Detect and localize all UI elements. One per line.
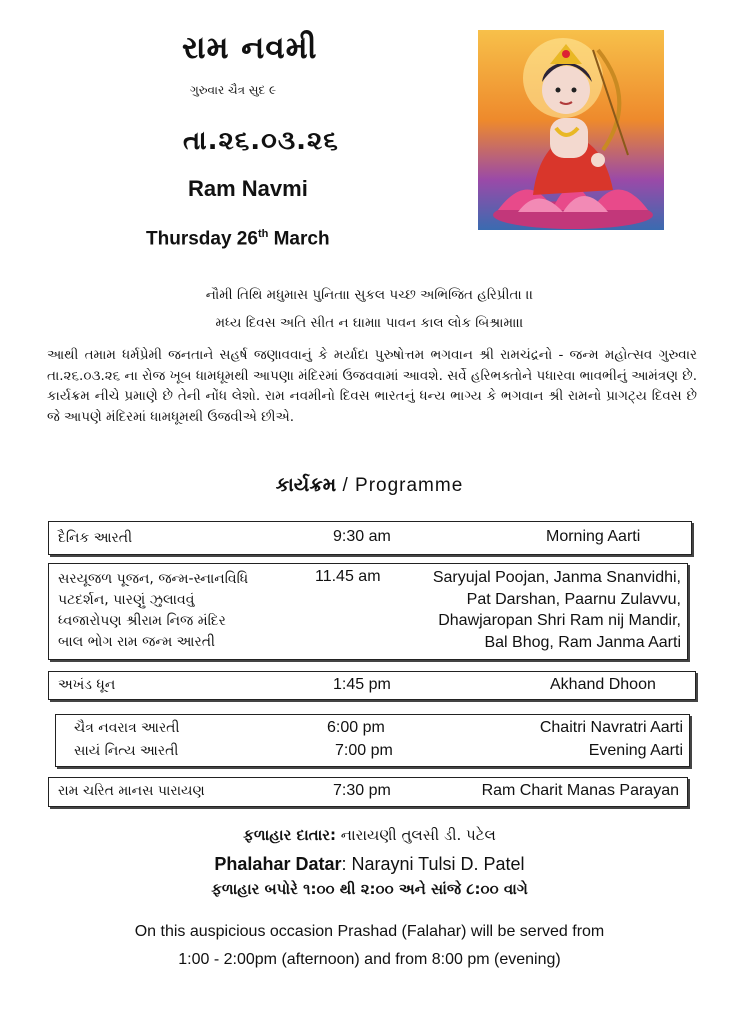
programme-item-time: 7:00 pm [335, 742, 393, 759]
phalahar-datar-gujarati [0, 826, 739, 844]
verse-line-2: મધ્ય દિવસ અતિ સીત ન ઘામા। પાવન કાલ લોક બિશ્રામા।। [215, 315, 524, 331]
programme-item-time: 6:00 pm [327, 719, 385, 736]
programme-heading-gujarati: કાર્યક્રમ [275, 474, 337, 496]
programme-item-gujarati-line: પટદર્શન, પારણું ઝુલાવવું [58, 592, 195, 608]
programme-heading [0, 474, 739, 497]
programme-item-gujarati-line: સરયૂજળ પૂજન, જન્મ-સ્નાનવિધિ [58, 571, 249, 587]
programme-item-english-line: Dhawjaropan Shri Ram nij Mandir, [438, 612, 681, 629]
programme-item-time: 11.45 am [315, 568, 381, 585]
programme-item-gujarati-line: ધ્વજારોપણ શ્રીરામ નિજ મંદિર [58, 613, 226, 629]
phalahar-datar-english-name: : Narayni Tulsi D. Patel [341, 854, 525, 874]
programme-box-morning-aarti [48, 521, 692, 555]
programme-item-english-line: Saryujal Poojan, Janma Snanvidhi, [432, 569, 681, 586]
programme-item-english: Ram Charit Manas Parayan [481, 782, 679, 799]
phalahar-datar-gujarati-label: ફળાહાર દાતાર: [243, 826, 336, 844]
phalahar-datar-english [0, 854, 739, 875]
programme-box-manas-parayan [48, 777, 688, 807]
programme-item-english: Chaitri Navratri Aarti [539, 719, 683, 736]
programme-item-english-line: Bal Bhog, Ram Janma Aarti [484, 633, 681, 651]
programme-box-akhand-dhoon [48, 671, 696, 700]
programme-heading-english: Programme [355, 475, 464, 496]
programme-item-english-line: Pat Darshan, Paarnu Zulavvu, [466, 590, 681, 608]
programme-item-english-list [433, 567, 681, 653]
page-title-english: Ram Navmi [188, 176, 308, 201]
lord-rama-image [478, 30, 664, 230]
prashad-note-line-2: 1:00 - 2:00pm (afternoon) and from 8:00 pm (evening) [178, 951, 561, 968]
date-english-day: Thursday 26 [146, 228, 258, 250]
programme-item-gujarati: દૈનિક આરતી [58, 530, 133, 546]
programme-box-evening-aartis [55, 714, 690, 767]
programme-item-gujarati: રામ ચરિત માનસ પારાયણ [58, 783, 205, 799]
phalahar-timing-gujarati: ફળાહાર બપોરે ૧:૦૦ થી ૨:૦૦ અને સાંજે ૮:૦૦ વાગે [211, 880, 528, 898]
date-english [146, 228, 330, 250]
date-english-month: March [268, 228, 330, 250]
programme-item-gujarati: અખંડ ધૂન [58, 677, 116, 693]
prashad-note [0, 918, 739, 974]
programme-item-english: Akhand Dhoon [550, 676, 656, 693]
programme-item-time: 1:45 pm [333, 676, 391, 693]
programme-item-time: 7:30 pm [333, 782, 391, 799]
phalahar-datar-gujarati-name: નારાયણી તુલસી ડી. પટેલ [336, 826, 496, 844]
programme-item-english: Evening Aarti [588, 742, 683, 759]
programme-item-gujarati-line: બાલ ભોગ રામ જન્મ આરતી [58, 634, 216, 650]
programme-item-time: 9:30 am [333, 528, 391, 545]
verse-line-1: નૌમી તિથિ મધુમાસ પુનિતા। સુકલ પચ્છ અભિજિત હરિપ્રીતા ।। [205, 287, 534, 303]
programme-item-gujarati: સાયં નિત્ય આરતી [74, 743, 179, 759]
date-english-ordinal: th [257, 228, 269, 240]
phalahar-datar-english-label: Phalahar Datar [214, 854, 342, 874]
page-title-gujarati: રામ નવમી [182, 30, 318, 66]
invitation-paragraph: આથી તમામ ધર્મપ્રેમી જનતાને સહર્ષ જણાવવાનું કે મર્યાદા પુરુષોત્તમ ભગવાન શ્રી રામચંદ્રનો - જન્મ મહોત્સવ ગુરુવાર તા.૨૬.૦૩.૨૬ ના રોજ ખૂબ ધામધૂમથી આપણા મંદિરમાં ઉજવવામાં આવશે. સર્વે હરિભક્તોને પધારવા ભાવભીનું આમંત્રણ છે. કાર્યક્રમ નીચે પ્રમાણે છે તેની નોંધ લેશો. રામ નવમીનો દિવસ ભારતનું ધન્ય ભાગ્ય કે ભગવાન શ્રી રામનો પ્રાગટ્ય દિવસ છે જે આપણે મંદિરમાં ધામધૂમથી ઉજવીએ છીએ. [47, 347, 697, 425]
subtitle-gujarati: ગુરુવાર ચૈત્ર સુદ ૯ [190, 83, 277, 97]
programme-box-janma-vidhi [48, 563, 688, 660]
date-gujarati: તા.૨૬.૦૩.૨૬ [183, 126, 339, 156]
programme-item-gujarati: ચૈત્ર નવરાત્ર આરતી [74, 720, 180, 736]
programme-item-english: Morning Aarti [546, 528, 641, 545]
programme-heading-separator: / [336, 475, 356, 496]
programme-item-gujarati-list [58, 569, 248, 653]
prashad-note-line-1: On this auspicious occasion Prashad (Falahar) will be served from [134, 923, 605, 940]
